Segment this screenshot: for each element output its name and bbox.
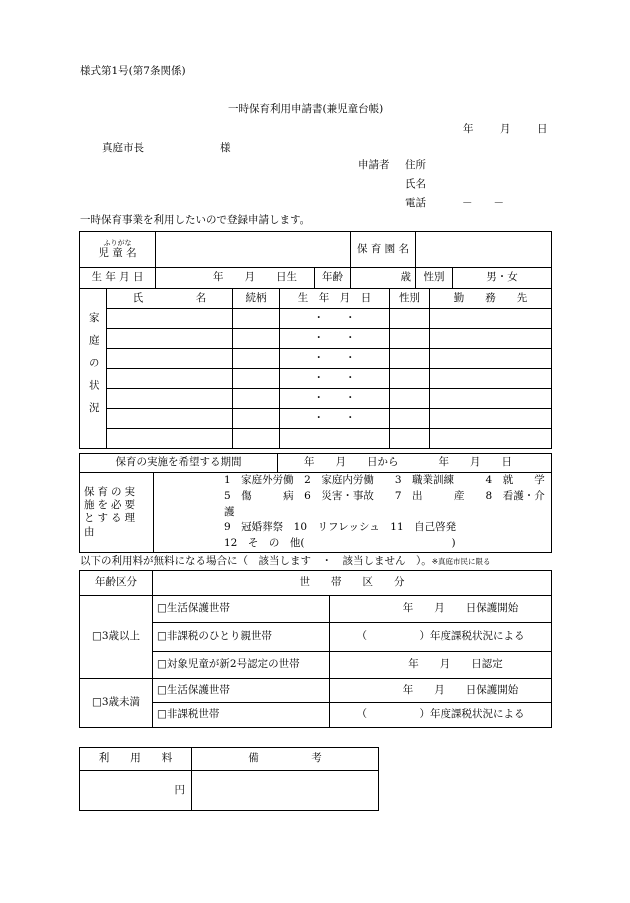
over3-item-1-detail[interactable]: 年 月 日保護開始 — [330, 596, 552, 623]
applicant-name-label: 氏名 — [405, 178, 426, 190]
family-row — [80, 369, 552, 389]
over3-item-1[interactable]: □生活保護世帯 — [153, 596, 330, 623]
birth-value[interactable]: 年 月 日生 — [156, 268, 315, 289]
family-empty-cell[interactable] — [390, 429, 430, 449]
yen-unit: 円 — [174, 783, 185, 796]
family-member-name[interactable] — [107, 329, 233, 349]
child-name-label: 児 童 名 — [98, 246, 137, 259]
under3-item-2[interactable]: □非課税世帯 — [153, 703, 330, 728]
applicant-phone-dash: － － — [462, 197, 504, 209]
free-fee-text: 以下の利用料が無料になる場合に（ 該当します ・ 該当しません ）。※真庭市民に限る — [80, 555, 491, 567]
family-member-relation[interactable] — [233, 329, 280, 349]
reason-line-4: 12 そ の 他( ) — [224, 537, 456, 549]
family-empty-cell[interactable] — [280, 429, 390, 449]
child-name-label-cell — [80, 232, 156, 268]
family-member-workplace[interactable] — [430, 329, 552, 349]
age-label: 年齢 — [315, 268, 351, 289]
usage-fee-field[interactable] — [80, 771, 192, 811]
family-member-workplace[interactable] — [430, 369, 552, 389]
nursery-label: 保 育 園 名 — [351, 232, 416, 268]
date-day: 日 — [537, 123, 548, 135]
family-member-workplace[interactable] — [430, 389, 552, 409]
over3-item-3-detail[interactable]: 年 月 日認定 — [330, 652, 552, 679]
child-name-field[interactable] — [156, 232, 351, 268]
age-class-header: 年齢区分 — [80, 571, 153, 596]
family-member-name[interactable] — [107, 389, 233, 409]
usage-fee-label: 利 用 料 — [80, 748, 192, 771]
over3-item-2[interactable]: □非課税のひとり親世帯 — [153, 623, 330, 652]
family-row — [80, 349, 552, 369]
family-member-name[interactable] — [107, 369, 233, 389]
family-member-name[interactable] — [107, 409, 233, 429]
over3-item-2-detail[interactable]: （ ）年度課税状況による — [330, 623, 552, 652]
family-empty-cell[interactable] — [233, 429, 280, 449]
reason-line-2: 5 傷 病 6 災害・事故 7 出 産 8 看護・介護 — [224, 489, 545, 518]
addressee-name: 真庭市長 — [102, 142, 144, 154]
reason-options[interactable] — [154, 473, 552, 553]
family-member-sex[interactable] — [390, 369, 430, 389]
under3-item-2-detail[interactable]: （ ）年度課税状況による — [330, 703, 552, 728]
birth-label: 生 年 月 日 — [80, 268, 156, 289]
family-member-relation[interactable] — [233, 309, 280, 329]
under3-label[interactable]: □3歳未満 — [80, 679, 153, 728]
addressee-honorific: 様 — [220, 142, 231, 154]
usage-fee-table — [79, 747, 379, 811]
reason-label: 保育の実施を必要とする理由 — [80, 473, 154, 553]
family-member-birth[interactable]: ・ ・ — [280, 349, 390, 369]
family-member-birth[interactable]: ・ ・ — [280, 409, 390, 429]
family-row — [80, 389, 552, 409]
family-empty-cell[interactable] — [430, 429, 552, 449]
family-member-sex[interactable] — [390, 389, 430, 409]
family-member-relation[interactable] — [233, 409, 280, 429]
family-member-name[interactable] — [107, 349, 233, 369]
fee-exemption-table — [79, 570, 552, 728]
family-row — [80, 309, 552, 329]
date-year: 年 — [463, 123, 474, 135]
under3-item-1-detail[interactable]: 年 月 日保護開始 — [330, 679, 552, 703]
sex-value[interactable]: 男・女 — [453, 268, 552, 289]
family-side-label: 家庭の状況 — [80, 289, 107, 449]
over3-label[interactable]: □3歳以上 — [80, 596, 153, 679]
intro-text: 一時保育事業を利用したいので登録申請します。 — [80, 214, 311, 226]
family-member-workplace[interactable] — [430, 409, 552, 429]
family-member-workplace[interactable] — [430, 309, 552, 329]
applicant-label: 申請者 — [358, 159, 390, 171]
family-header-relation: 続柄 — [233, 289, 280, 309]
date-month: 月 — [500, 123, 511, 135]
remarks-label: 備 考 — [192, 748, 379, 771]
remarks-field[interactable] — [192, 771, 379, 811]
period-to: 年 月 日 — [438, 456, 512, 469]
reason-line-1: 1 家庭外労働 2 家庭内労働 3 職業訓練 4 就 学 — [224, 474, 545, 486]
period-from: 年 月 日から — [304, 456, 399, 469]
family-row — [80, 429, 552, 449]
period-label: 保育の実施を希望する期間 — [80, 454, 278, 473]
family-header-birth: 生 年 月 日 — [280, 289, 390, 309]
under3-item-1[interactable]: □生活保護世帯 — [153, 679, 330, 703]
family-member-workplace[interactable] — [430, 349, 552, 369]
family-member-sex[interactable] — [390, 309, 430, 329]
family-member-birth[interactable]: ・ ・ — [280, 389, 390, 409]
furigana-label: ふりがな — [103, 238, 132, 247]
applicant-address-label: 住所 — [405, 159, 426, 171]
family-member-relation[interactable] — [233, 349, 280, 369]
family-member-sex[interactable] — [390, 349, 430, 369]
family-member-relation[interactable] — [233, 389, 280, 409]
period-reason-table — [79, 453, 552, 553]
family-table — [79, 288, 552, 449]
family-member-name[interactable] — [107, 309, 233, 329]
form-number: 様式第1号(第7条関係) — [80, 65, 186, 77]
family-header-sex: 性別 — [390, 289, 430, 309]
nursery-field[interactable] — [416, 232, 552, 268]
free-fee-note: ※真庭市民に限る — [431, 557, 491, 566]
household-header: 世 帯 区 分 — [153, 571, 552, 596]
over3-item-3[interactable]: □対象児童が新2号認定の世帯 — [153, 652, 330, 679]
family-member-sex[interactable] — [390, 409, 430, 429]
family-header-workplace: 勤 務 先 — [430, 289, 552, 309]
family-member-sex[interactable] — [390, 329, 430, 349]
period-field[interactable] — [278, 454, 552, 473]
page-title: 一時保育利用申請書(兼児童台帳) — [228, 103, 384, 115]
age-unit: 歳 — [400, 271, 411, 284]
family-row — [80, 409, 552, 429]
family-row — [80, 329, 552, 349]
child-info-table — [79, 231, 552, 289]
family-member-relation[interactable] — [233, 369, 280, 389]
reason-line-3: 9 冠婚葬祭 10 リフレッシュ 11 自己啓発 — [224, 521, 457, 534]
family-member-birth[interactable]: ・ ・ — [280, 329, 390, 349]
family-member-birth[interactable]: ・ ・ — [280, 369, 390, 389]
family-member-birth[interactable]: ・ ・ — [280, 309, 390, 329]
sex-label: 性別 — [416, 268, 453, 289]
family-empty-cell[interactable] — [107, 429, 233, 449]
applicant-phone-label: 電話 — [405, 197, 426, 209]
family-header-name: 氏 名 — [107, 289, 233, 309]
age-field[interactable] — [351, 268, 416, 289]
